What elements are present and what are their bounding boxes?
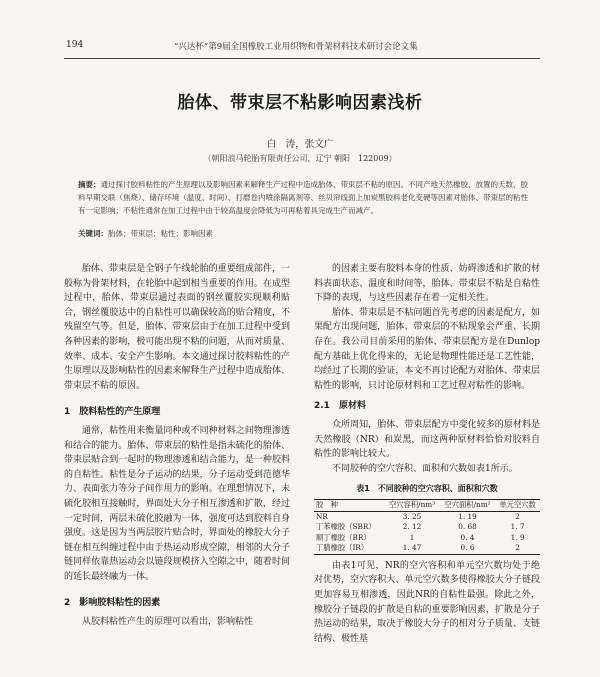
table-intro: 不同胶种的空穴容积、面积和穴数如表1所示。 [332,463,518,474]
page-number: 194 [66,40,84,50]
table-cell: 丁腈橡胶（IR） [316,543,369,553]
authors: 白 涛，张文广 [266,139,334,150]
right-column [314,262,540,646]
running-header [0,40,600,56]
keywords [78,228,530,239]
table-cell: 2 [515,511,520,521]
table-cell: 丁苯橡胶（SBR） [316,522,376,532]
table-header-cell: 空穴面积/nm² [444,499,491,509]
section-2-heading: 2 影响胶料粘性的因素 [64,598,161,609]
table-cell: 0. 4 [460,532,475,542]
table-row [314,533,540,544]
abstract-text: 通过探讨胶料粘性的产生原理以及影响因素来解释生产过程中造成胎体、带束层不粘的原因。不同产地天然橡胶、放置的天数、胶料早期交联（焦烧）、储存环境（温度、时间）、打磨卷内喷涂隔离剂等、丝贝帘线面上加炭黑胶料老化变硬等因素对胎体、带束层的粘性有一定影响；不粘性通常在加工过程中由于较高温度会降低为可再粘着具完成生产而减产。 [78,180,528,215]
table-row [314,522,540,533]
table-header-cell: 空穴容积/nm³ [388,499,436,509]
table-cell: 1. 19 [458,511,477,521]
table-1 [314,499,540,555]
table-row [314,543,540,554]
table-cell: 1. 47 [402,543,422,553]
table-row [314,511,540,522]
table-cell: 1 [409,532,415,542]
section-2-1-body: 众所周知，胎体、带束层配方中变化较多的原材料是天然橡胶（NR）和炭黑，而这两种原材料恰恰对胶料自粘性的影响比较大。 [314,419,540,460]
keywords-label: 关键词： [78,229,108,238]
table-cell: 2 [515,543,520,553]
table-discussion: 由表1可见，NR的空穴容积和单元空穴数均处于绝对优势，空穴容积大、单元空穴数多使得橡胶大分子链段更加容易互相渗透，因此NR的自粘性最强。除此之外，橡胶分子链段的扩散是自粘的重要影响因素，扩散是分子热运动的结果，取决于橡胶大分子的相对分子质量、支链结构、极性基 [314,560,540,644]
table-cell: 0. 68 [458,522,477,532]
section-1-body: 通常，粘性用来衡量同种或不同种材料之间物理渗透和结合的能力。胎体、带束层的粘性是指未硫化的胎体、带束层贴合到一起时的物理渗透和结合能力，是一种胶料的自粘性。粘性是分子运动的结果，分子运动受到范德华力、表面张力等分子间作用力的影响。在理想情况下，未硫化胶相互接触时，界面处大分子相互渗透和扩散，经过一定时间，两层未硫化胶融为一体，强度可达到胶料自身强度。这是因为当两层胶片贴合时，界面处的橡胶大分子链在相互纠缠过程中由于热运动形成空隙，相邻的大分子链同样依靠热运动会以链段规模挤入空隙之中，随着时间的延长最终融为一体。 [64,425,290,582]
table-cell: 1. 9 [510,532,525,542]
table-1-caption: 表1 不同胶种的空穴容积、面积和穴数 [356,484,498,494]
keywords-text: 胎体；带束层；粘性；影响因素 [108,229,213,238]
table-cell: 3. 25 [402,511,422,521]
section-2-1-heading: 2.1 原材料 [314,401,366,412]
table-cell: 顺丁橡胶（BR） [316,532,371,542]
table-header-cell: 单元空穴数 [499,499,536,509]
left-column [64,262,290,630]
section-1-heading: 1 胶料粘性的产生原理 [64,407,161,418]
table-cell: NR [316,511,328,521]
paragraph-factors: 的因素主要有胶料本身的性质、妨碍渗透和扩散的材料表面状态、温度和时间等，胎体、带束层不粘是自粘性下降的表现，与这些因素存在着一定相关性。 [314,264,540,304]
table-cell: 2. 12 [402,522,422,532]
table-header-row [314,499,540,511]
intro-paragraph: 胎体、带束层是全钢子午线轮胎的重要组成部件，一般称为骨架材料，在轮胎中起到相当重要的作用。在成型过程中，胎体、带束层通过表面的钢丝覆胶实现顺利贴合，钢丝覆胶达中的自粘性可以确保较高的贴合精度，不残留空气等。但是，胎体、带束层由于在加工过程中受到各种因素的影响，极可能出现不粘的问题，从而对质量、效率、成本、安全产生影响。本文通过探讨胶料粘性的产生原理以及影响粘性的因素来解释生产过程中造成胎体、带束层不粘的原因。 [64,264,290,391]
table-cell: 0. 6 [460,543,475,553]
abstract-label: 摘要： [78,180,101,189]
table-cell: 1. 7 [510,522,525,532]
series-title: “兴达杯”第9届全国橡胶工业用织物和骨架材料技术研讨会论文集 [174,42,418,52]
section-2-body: 从胶料粘性产生的原理可以看出，影响粘性 [82,617,254,628]
abstract [78,178,530,217]
header-rule [64,58,540,59]
affiliation: （朝阳浪马轮胎有限责任公司，辽宁 朝阳 122009） [203,154,397,163]
table-header-cell: 胶 种 [316,499,338,509]
paragraph-formula: 胎体、带束层是不粘问题首先考虑的因素是配方，如果配方出现问题，胎体、带束层的不粘现象会严重、长期存在。我公司目前采用的胎体、带束层配方是在Dunlop配方基础上优化得来的，无论是物理性能还是工艺性能，均经过了长期的验证，本文不再讨论配方对胎体、带束层粘性的影响，只讨论原材料和工艺过程对粘性的影响。 [314,307,540,391]
article-title: 胎体、带束层不粘影响因素浅析 [177,93,423,113]
